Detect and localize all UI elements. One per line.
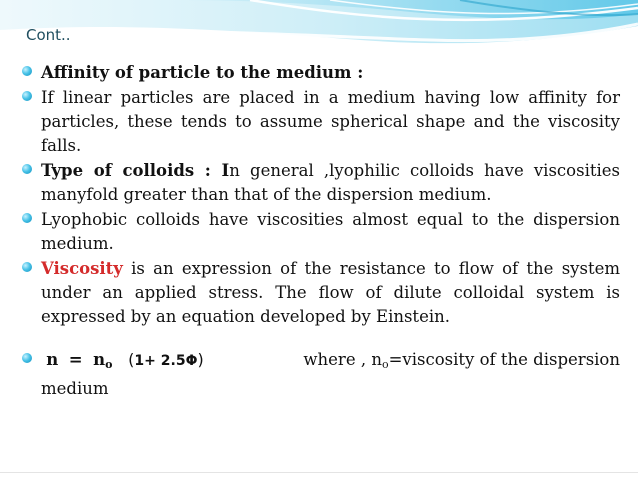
bullet-dot-icon bbox=[22, 91, 32, 101]
bullet-dot-icon bbox=[22, 66, 32, 76]
footer-divider bbox=[0, 472, 638, 473]
bullet-affinity bbox=[22, 61, 620, 85]
bullet-text: Lyophobic colloids have viscosities almost equal to the dispersion medium. bbox=[41, 210, 620, 253]
bullet-dot-icon bbox=[22, 213, 32, 223]
bullet-lead: Affinity of particle to the medium : bbox=[41, 63, 364, 82]
bullet-text: If linear particles are placed in a medium having low affinity for particles, these tends to assume spherical shape and the viscosity falls. bbox=[41, 88, 620, 155]
bullet-dot-icon bbox=[22, 262, 32, 272]
bullet-type-of-colloids bbox=[22, 159, 620, 207]
bullet-lead: Type of colloids : I bbox=[41, 161, 230, 180]
bullet-viscosity bbox=[22, 257, 620, 329]
einstein-equation bbox=[41, 348, 620, 377]
highlight-term: Viscosity bbox=[41, 259, 123, 278]
bullet-dot-icon bbox=[22, 353, 32, 363]
bullet-equation bbox=[22, 348, 620, 401]
bullet-dot-icon bbox=[22, 164, 32, 174]
equation-formula: n = no (1+ 2.5Φ) bbox=[46, 350, 204, 371]
bullet-text: is an expression of the resistance to flow of the system under an applied stress. The flow of dilute colloidal system is expressed by an equation developed by Einstein. bbox=[41, 259, 620, 326]
slide-title: Cont.. bbox=[26, 26, 71, 44]
equation-wrap-text: medium bbox=[41, 379, 109, 398]
header-wave-decoration bbox=[0, 0, 638, 60]
bullet-linear-particles bbox=[22, 86, 620, 158]
bullet-list bbox=[22, 61, 620, 401]
bullet-text: n general ,lyophilic colloids have viscosities manyfold greater than that of the dispersion medium. bbox=[41, 161, 620, 204]
bullet-lyophobic bbox=[22, 208, 620, 256]
equation-definition: where , no=viscosity of the dispersion bbox=[303, 350, 620, 371]
